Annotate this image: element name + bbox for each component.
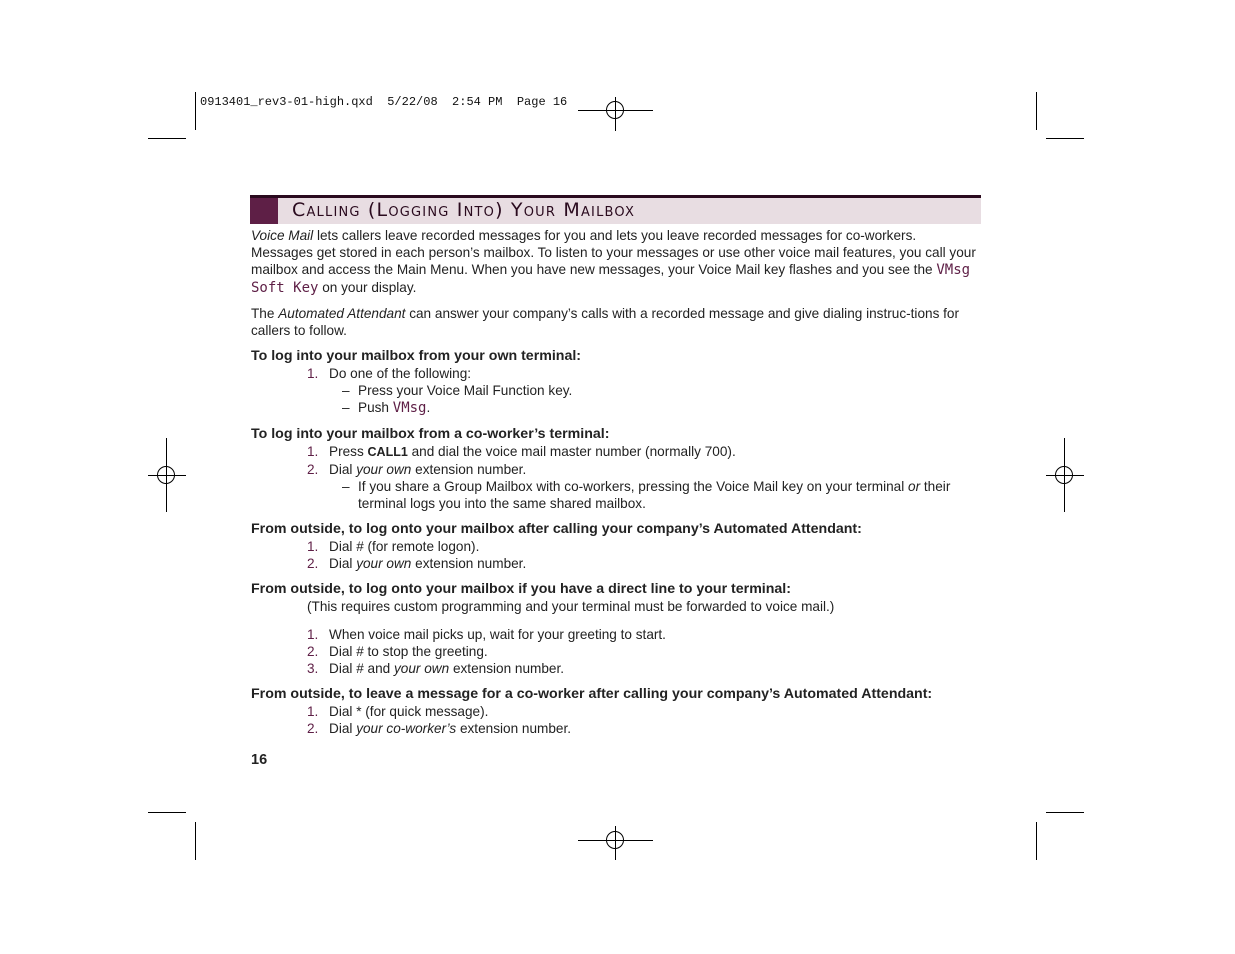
section-heading: To log into your mailbox from a co-worker’s terminal: [251,426,610,442]
attendant-paragraph [251,305,981,339]
crop-mark [1046,138,1084,139]
text: Dial [329,462,357,477]
intro-paragraph [251,227,981,297]
section-note: (This requires custom programming and your terminal must be forwarded to voice mail.) [307,599,835,614]
section-heading: To log into your mailbox from your own terminal: [251,348,581,364]
list-item [251,461,981,478]
step-number: 2. [307,644,319,659]
section-heading: From outside, to log onto your mailbox after calling your company’s Automated Attendant: [251,521,862,537]
text: Dial [329,556,357,571]
crop-mark [1046,812,1084,813]
list-item [251,703,981,720]
crop-mark [195,92,196,130]
sub-item: – Press your Voice Mail Function key. [251,382,981,399]
sub-item: – If you share a Group Mailbox with co-workers, pressing the Voice Mail key on your terminal or their terminal logs you into the same shared mailbox. [342,479,951,511]
step-number: 1. [307,627,319,642]
step-number: 2. [307,556,319,571]
step-text: Do one of the following: [329,366,472,381]
emphasis: your own [394,661,450,676]
text: and dial the voice mail master number (normally 700). [407,444,736,459]
list-item [251,643,981,660]
text: . [426,400,431,415]
intro-text: lets callers leave recorded messages for you and lets you leave recorded messages for co-workers. Messages get stored in each person’s mailbox. To listen to your messages or use other voice mail features, you call your mailbox and access the Main Menu. When you have new messages, your Voice Mail key flashes and you see the [251,228,976,277]
step-number: 1. [307,444,319,459]
intro-text-end: on your display. [318,280,417,295]
page-number: 16 [251,752,268,768]
step-text: Dial # (for remote logon). [329,539,480,554]
vmsg-label: VMsg [392,400,427,416]
crop-mark [195,822,196,860]
text: extension number. [456,721,572,736]
crop-mark [148,812,186,813]
step-number: 3. [307,661,319,676]
crop-mark [1036,92,1037,130]
emphasis: or [908,479,921,494]
text: If you share a Group Mailbox with co-workers, pressing the Voice Mail key on your terminal [358,479,909,494]
section-header [250,195,981,224]
section-heading: From outside, to leave a message for a co-worker after calling your company’s Automated Attendant: [251,686,933,702]
text: Press [329,444,368,459]
page-title: Calling (Logging Into) Your Mailbox [292,199,636,221]
step-number: 1. [307,539,319,554]
sub-item-text: Press your Voice Mail Function key. [358,383,573,398]
text: can answer your company’s calls with a recorded message and give dialing instruc-tions for callers to follow. [251,306,960,338]
list-item [251,720,981,737]
list-item [251,365,981,382]
vmsg-soft-key-label: VMsg Soft Key [251,262,971,296]
step-text: Dial # to stop the greeting. [329,644,488,659]
list-item [251,555,981,572]
section-heading: From outside, to log onto your mailbox if you have a direct line to your terminal: [251,581,791,597]
list-item [251,538,981,555]
list-item [251,443,981,461]
step-number: 2. [307,462,319,477]
text: extension number. [449,661,565,676]
call1-key-label: CALL1 [367,445,408,459]
print-slug: 0913401_rev3-01-high.qxd 5/22/08 2:54 PM Page 16 [200,95,568,109]
step-text: Dial * (for quick message). [329,704,489,719]
emphasis: your co-worker’s [356,721,457,736]
sub-item: – Push VMsg. [342,400,431,416]
header-color-block [250,198,278,224]
step-text: When voice mail picks up, wait for your greeting to start. [329,627,666,642]
crop-mark [1036,822,1037,860]
text: The [251,306,279,321]
text: Dial # and [329,661,394,676]
text: their terminal logs you into the same shared mailbox. [358,479,951,511]
list-item [251,626,981,643]
crop-mark [148,138,186,139]
page-body [251,227,981,737]
term-voice-mail: Voice Mail [251,228,314,243]
step-number: 1. [307,704,319,719]
step-number: 2. [307,721,319,736]
emphasis: your own [356,462,412,477]
text: extension number. [411,556,527,571]
text: extension number. [411,462,527,477]
text: Dial [329,721,357,736]
term-automated-attendant: Automated Attendant [278,306,406,321]
list-item [251,660,981,677]
step-number: 1. [307,366,319,381]
emphasis: your own [356,556,412,571]
text: Push [358,400,393,415]
